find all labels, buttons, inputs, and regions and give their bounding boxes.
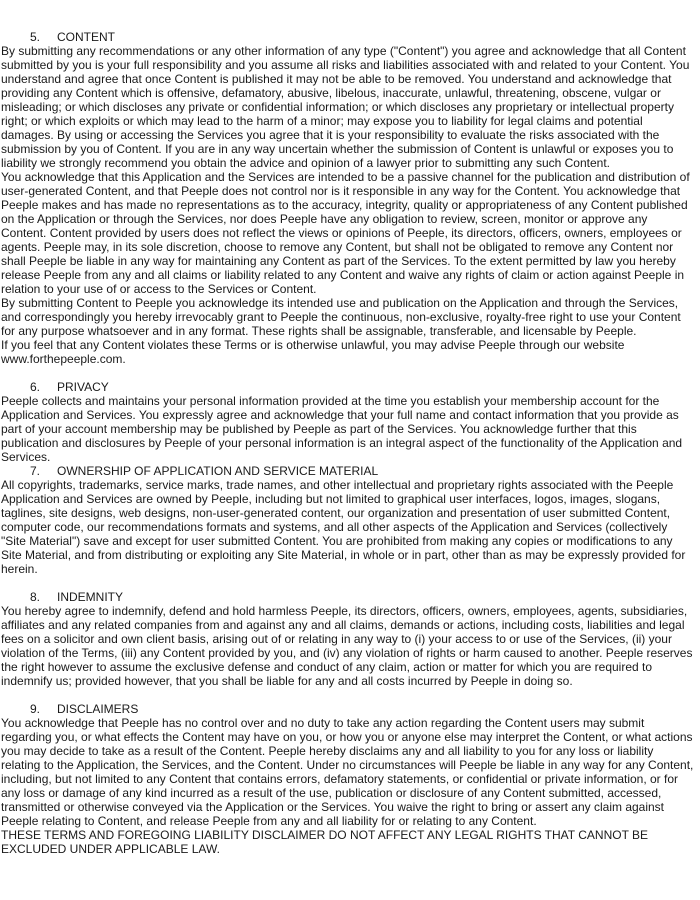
paragraph: If you feel that any Content violates these Terms or is otherwise unlawful, you may advise Peeple through our website www.forthepeeple.com. [1,338,625,366]
section-number: 6. [30,380,41,394]
section-title: CONTENT [57,30,115,44]
section-title: PRIVACY [57,380,109,394]
section-title: INDEMNITY [57,590,123,604]
section-number: 9. [30,702,41,716]
spacer [1,576,695,590]
section-number: 7. [30,464,41,478]
section-indemnity [1,590,695,688]
section-title: DISCLAIMERS [57,702,139,716]
paragraph: By submitting any recommendations or any other information of any type ("Content") you agree and acknowledge that all Content submitted by you is your full responsibility and you assume all risks and liabilities associated with and related to your Content. You understand and agree that once Content is published it may not be able to be removed. You understand and acknowledge that providing any Content which is offensive, defamatory, abusive, libelous, inaccurate, unlawful, threatening, obscene, vulgar or misleading; or which discloses any private or confidential information; or which discloses any proprietary or intellectual property right; or which exploits or which may lead to the harm of a minor; may expose you to liability for legal claims and potential damages. By using or accessing the Services you agree that it is your responsibility to evaluate the risks associated with the submission by you of Content. If you are in any way uncertain whether the submission of Content is unlawful or exposes you to liability we strongly recommend you obtain the advice and opinion of a lawyer prior to submitting any such Content. [1,44,690,170]
paragraph: THESE TERMS AND FOREGOING LIABILITY DISCLAIMER DO NOT AFFECT ANY LEGAL RIGHTS THAT CANNOT BE EXCLUDED UNDER APPLICABLE LAW. [1,828,649,856]
section-number: 8. [30,590,41,604]
section-title: OWNERSHIP OF APPLICATION AND SERVICE MATERIAL [57,464,379,478]
section-content [1,30,695,366]
section-heading [1,380,695,394]
section-heading [1,464,695,478]
section-number: 5. [30,30,41,44]
section-disclaimers [1,702,695,856]
spacer [1,688,695,702]
paragraph: Peeple collects and maintains your personal information provided at the time you establish your membership account for the Application and Services. You expressly agree and acknowledge that your full name and contact information that you provide as part of your account membership may be published by Peeple as part of the Services. You acknowledge further that this publication and disclosures by Peeple of your personal information is an integral aspect of the functionality of the Application and Services. [1,394,683,464]
section-ownership [1,464,695,576]
paragraph: You hereby agree to indemnify, defend and hold harmless Peeple, its directors, officers, owners, employees, agents, subsidiaries, affiliates and any related companies from and against any and all claims, demands or actions, including costs, liabilities and legal fees on a solicitor and own client basis, arising out of or relating in any way to (i) your access to or use of the Services, (ii) your violation of the Terms, (iii) any Content provided by you, and (iv) any violation of rights or harm caused to another. Peeple reserves the right however to assume the exclusive defense and conduct of any claim, action or matter for which you are required to indemnify us; provided however, that you shall be liable for any and all costs incurred by Peeple in doing so. [1,604,693,688]
section-privacy [1,380,695,464]
section-heading [1,30,695,44]
paragraph: All copyrights, trademarks, service marks, trade names, and other intellectual and proprietary rights associated with the Peeple Application and Services are owned by Peeple, including but not limited to graphical user interfaces, logos, images, slogans, taglines, site designs, web designs, non-user-generated content, our organization and presentation of user submitted Content, computer code, our recommendations formats and systems, and all other aspects of the Application and Services (collectively "Site Material") save and except for user submitted Content. You are prohibited from making any copies or modifications to any Site Material, and from distributing or exploiting any Site Material, in whole or in part, other than as may be expressly provided for herein. [1,478,686,576]
section-heading [1,590,695,604]
spacer [1,366,695,380]
paragraph: You acknowledge that Peeple has no control over and no duty to take any action regarding the Content users may submit regarding you, or what effects the Content may have on you, or how you or anyone else may interpret the Content, or what actions you may decide to take as a result of the Content. Peeple hereby disclaims any and all liability to you for any loss or liability relating to the Application, the Services, and the Content. Under no circumstances will Peeple be liable in any way for any Content, including, but not limited to any Content that contains errors, defamatory statements, or confidential or private information, or for any loss or damage of any kind incurred as a result of the use, publication or disclosure of any Content submitted, accessed, transmitted or otherwise conveyed via the Application or the Services. You waive the right to bring or assert any claim against Peeple relating to Content, and release Peeple from any and all liability for or relating to any Content. [1,716,694,828]
paragraph: You acknowledge that this Application and the Services are intended to be a passive channel for the publication and distribution of user-generated Content, and that Peeple does not control nor is it responsible in any way for the Content. You acknowledge that Peeple makes and has made no representations as to the accuracy, integrity, quality or appropriateness of any Content published on the Application or through the Services, nor does Peeple have any obligation to review, screen, monitor or approve any Content. Content provided by users does not reflect the views or opinions of Peeple, its directors, officers, owners, employees or agents. Peeple may, in its sole discretion, choose to remove any Content, but shall not be obligated to remove any Content nor shall Peeple be liable in any way for maintaining any Content as part of the Services. To the extent permitted by law you hereby release Peeple from any and all claims or liability related to any Content and waive any rights of claim or action against Peeple in relation to your use of or access to the Services or Content. [1,170,690,296]
paragraph: By submitting Content to Peeple you acknowledge its intended use and publication on the Application and through the Services, and correspondingly you hereby irrevocably grant to Peeple the continuous, non-exclusive, royalty-free right to use your Content for any purpose whatsoever and in any format. These rights shall be assignable, transferable, and licensable by Peeple. [1,296,681,338]
section-heading [1,702,695,716]
